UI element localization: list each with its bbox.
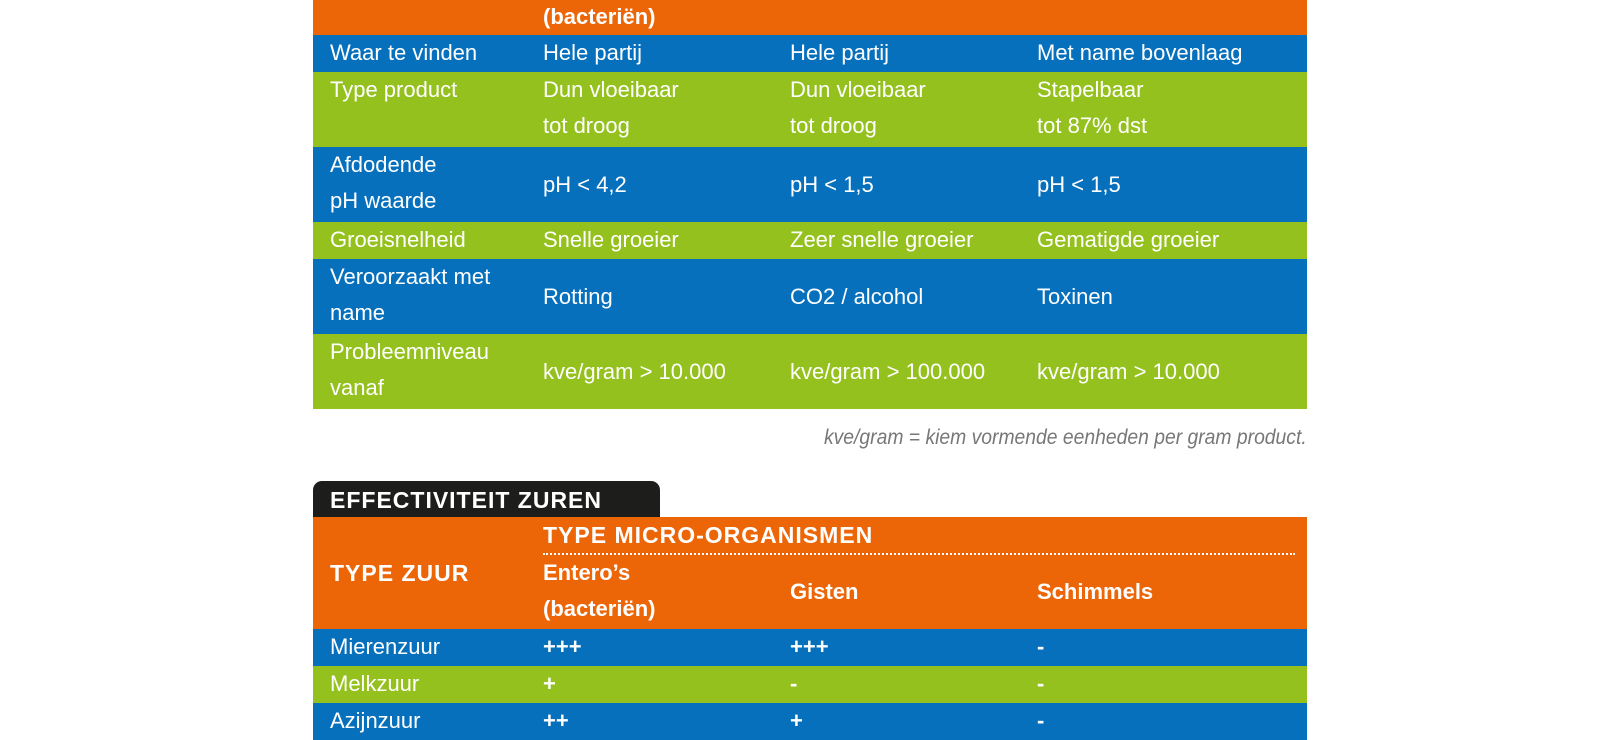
row-label: Azijnzuur: [330, 708, 421, 733]
row-value: Dun vloeibaar tot droog: [790, 77, 926, 138]
row-value: -: [1037, 708, 1045, 733]
table-row: [313, 35, 1307, 72]
properties-table: [313, 0, 1307, 409]
row-value: kve/gram > 10.000: [543, 358, 726, 384]
group-header-micro-organisms: TYPE MICRO-ORGANISMEN: [543, 517, 1295, 555]
header-group: [543, 517, 1307, 629]
row-value: +: [790, 708, 803, 733]
table-header-row: [313, 517, 1307, 629]
table-row: [313, 147, 1307, 222]
header-type-acid: TYPE ZUUR: [330, 560, 470, 586]
table-row: [313, 259, 1307, 334]
sub-header-enteros: Entero’s (bacteriën): [543, 560, 656, 621]
row-label: Waar te vinden: [330, 40, 478, 65]
row-value: CO2 / alcohol: [790, 283, 924, 309]
row-value: Toxinen: [1037, 283, 1113, 309]
row-value: ++: [543, 708, 569, 733]
row-value: +++: [543, 634, 582, 659]
row-value: Dun vloeibaar tot droog: [543, 77, 679, 138]
row-value: Hele partij: [790, 40, 890, 65]
row-label: Veroorzaakt met name: [330, 264, 491, 325]
row-value: kve/gram > 10.000: [1037, 358, 1220, 384]
row-value: kve/gram > 100.000: [790, 358, 986, 384]
row-value: Met name bovenlaag: [1037, 40, 1243, 65]
table-row: [313, 703, 1307, 740]
table-row: [313, 72, 1307, 147]
row-label: Melkzuur: [330, 671, 420, 696]
header-cell-yeasts: [790, 0, 1037, 35]
table-row: [313, 222, 1307, 259]
row-value: -: [1037, 634, 1045, 659]
table-header-row: [313, 0, 1307, 35]
sub-header-row: [543, 555, 1307, 629]
table-row: [313, 629, 1307, 666]
table-row: [313, 334, 1307, 409]
row-value: +++: [790, 634, 829, 659]
table-row: [313, 666, 1307, 703]
row-label: Probleemniveau vanaf: [330, 339, 489, 400]
header-cell-bacteria: (bacteriën): [543, 4, 656, 29]
row-value: Zeer snelle groeier: [790, 227, 974, 252]
row-label: Groeisnelheid: [330, 227, 466, 252]
row-label: Type product: [330, 77, 458, 102]
row-value: Stapelbaar tot 87% dst: [1037, 77, 1148, 138]
sub-header-molds: Schimmels: [1037, 579, 1154, 604]
row-value: +: [543, 671, 556, 696]
header-cell-empty: [313, 0, 543, 35]
footnote: kve/gram = kiem vormende eenheden per gram product.: [824, 426, 1307, 449]
row-value: Snelle groeier: [543, 227, 679, 252]
row-value: Gematigde groeier: [1037, 227, 1220, 252]
row-value: -: [1037, 671, 1045, 696]
row-value: pH < 1,5: [790, 171, 874, 197]
row-label: Afdodende pH waarde: [330, 152, 437, 213]
row-value: pH < 4,2: [543, 171, 627, 197]
section-tab-title: EFFECTIVITEIT ZUREN: [313, 481, 660, 517]
sub-header-yeasts: Gisten: [790, 579, 859, 604]
row-value: Rotting: [543, 283, 613, 309]
row-value: -: [790, 671, 798, 696]
row-label: Mierenzuur: [330, 634, 441, 659]
row-value: pH < 1,5: [1037, 171, 1121, 197]
header-cell-molds: [1037, 0, 1307, 35]
row-value: Hele partij: [543, 40, 643, 65]
acid-effectiveness-table: [313, 517, 1307, 740]
